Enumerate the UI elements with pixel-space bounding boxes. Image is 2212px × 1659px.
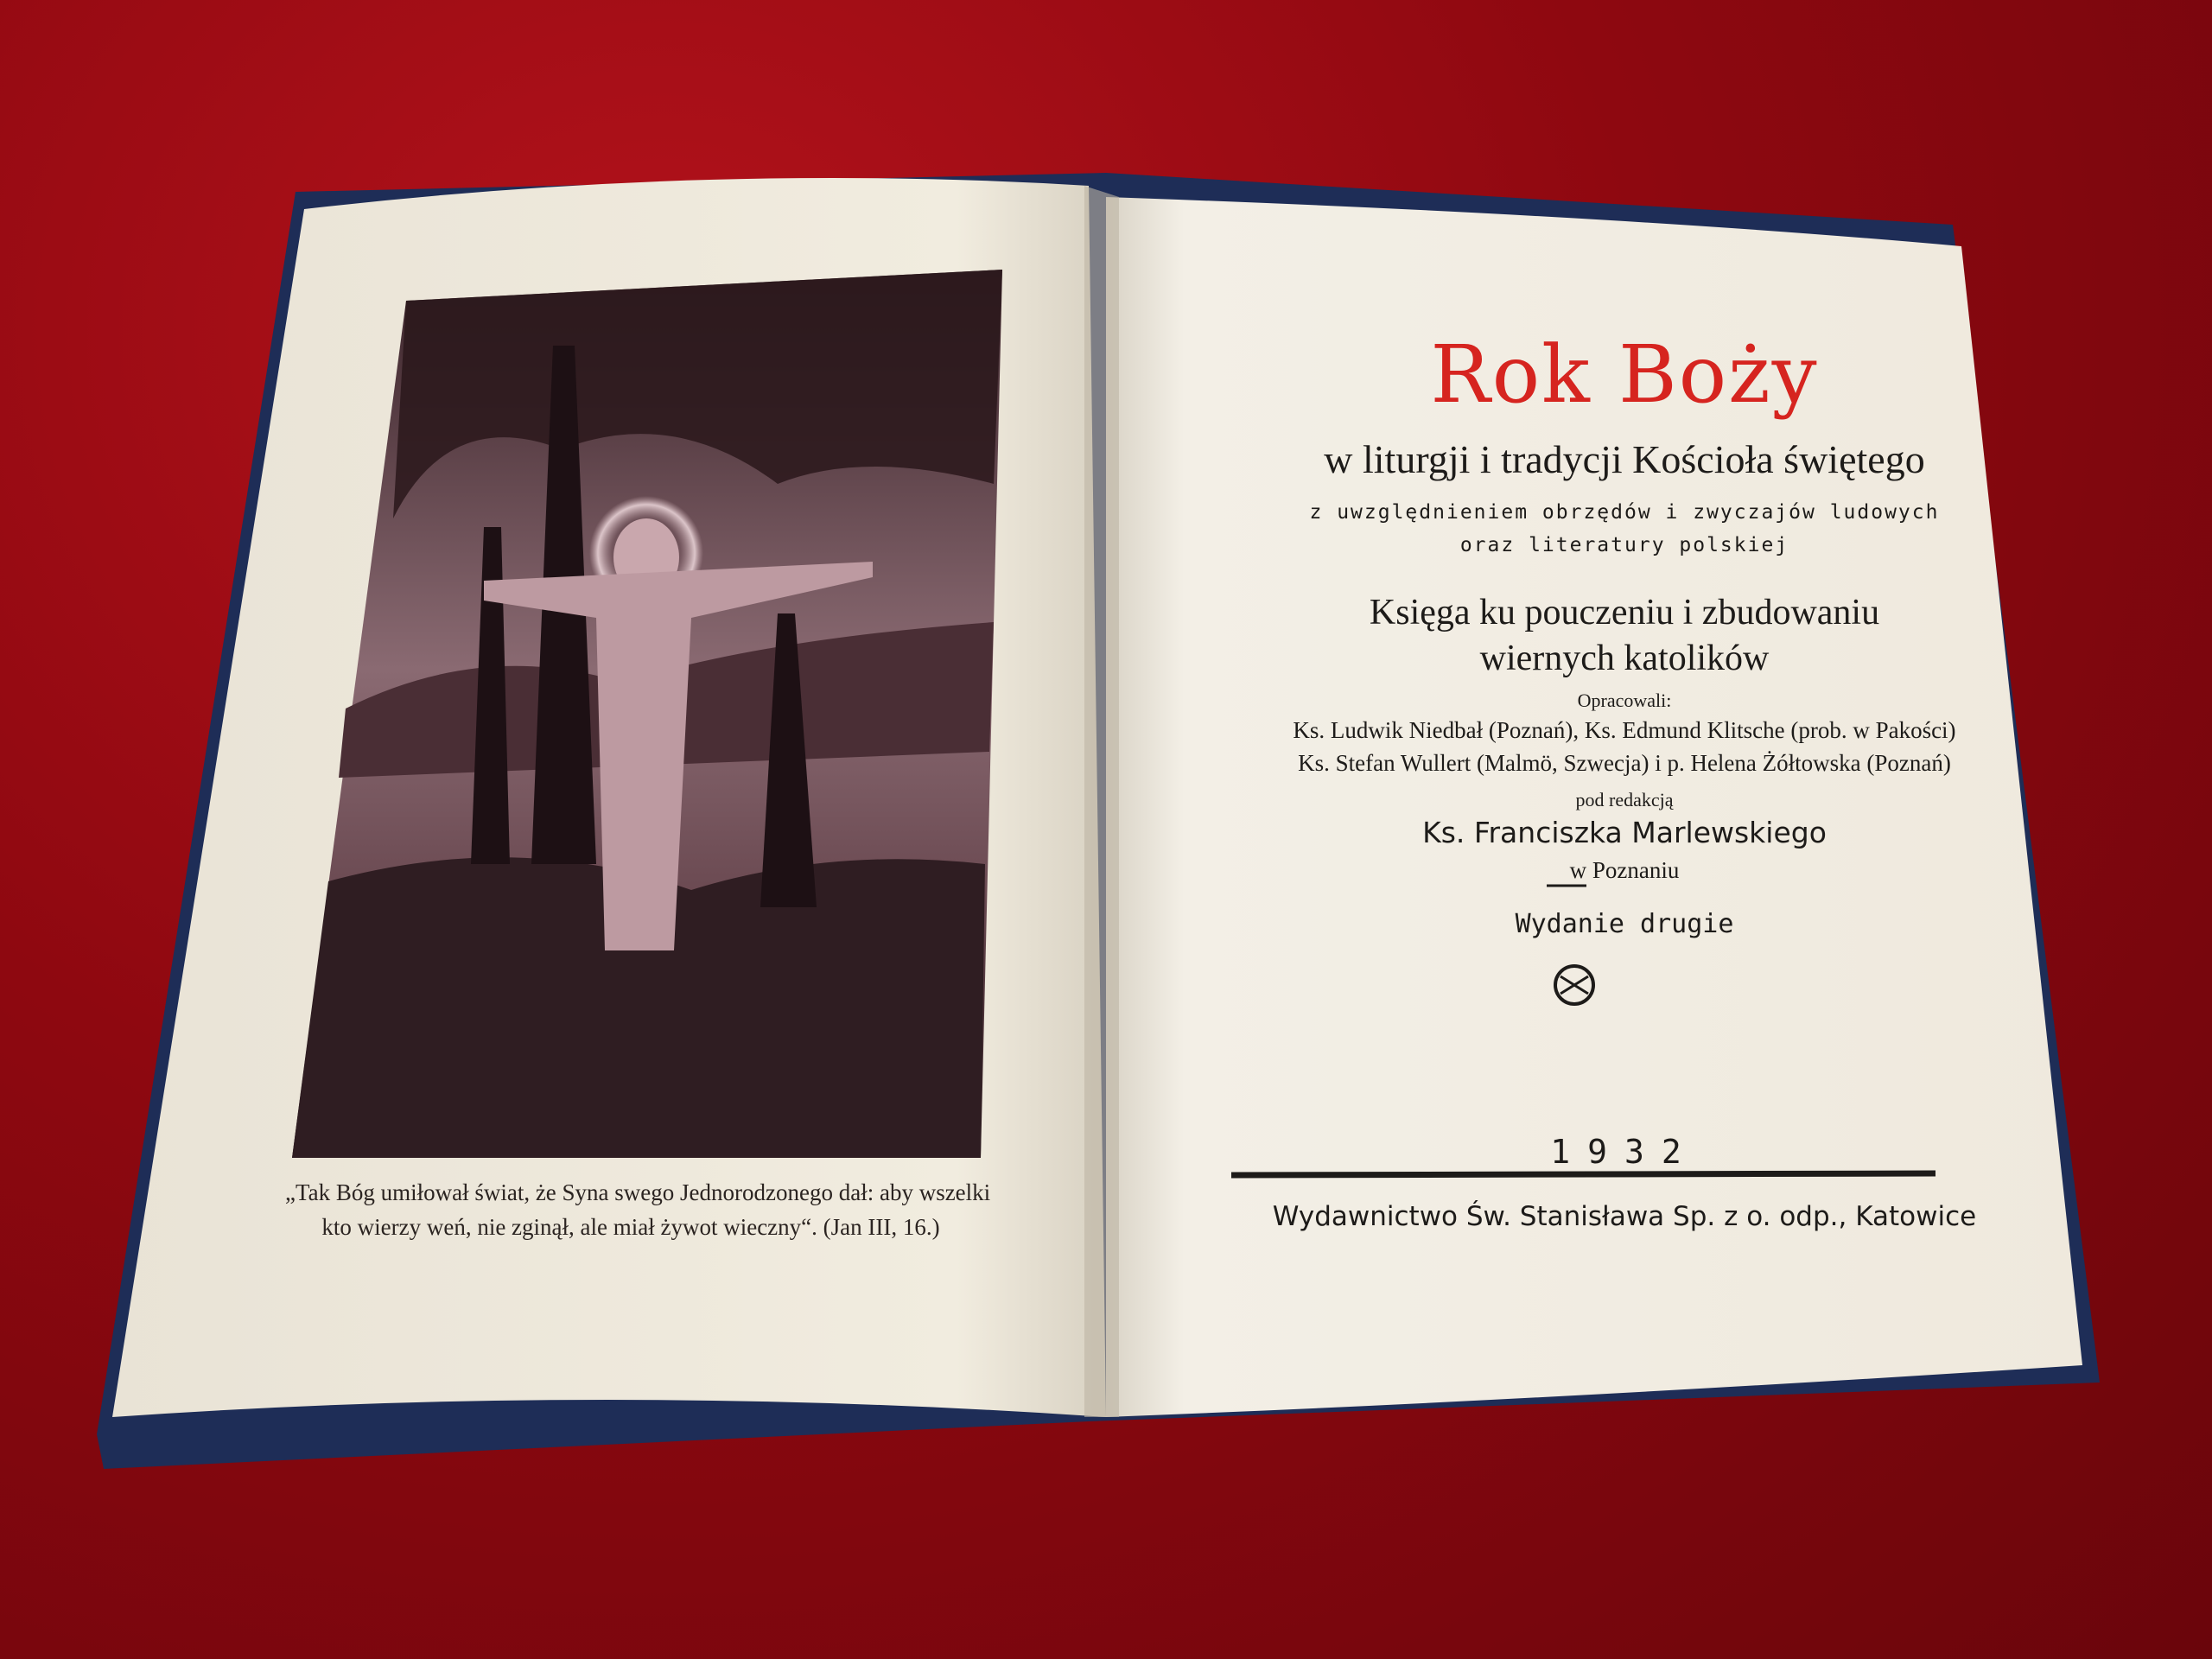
purpose-line-1: Księga ku pouczeniu i zbudowaniu: [1369, 593, 1880, 632]
book-title: Rok Boży: [1430, 328, 1819, 421]
publisher-line: Wydawnictwo Św. Stanisława Sp. z o. odp., Katowice: [1272, 1201, 1977, 1232]
subtitle-line-2: oraz literatury polskiej: [1459, 534, 1789, 556]
editor-label: pod redakcją: [1575, 789, 1674, 810]
editor-name: Ks. Franciszka Marlewskiego: [1422, 816, 1827, 849]
caption-line-2: kto wierzy weń, nie zginął, ale miał żywot wieczny“. (Jan III, 16.): [321, 1214, 940, 1240]
purpose-line-2: wiernych katolików: [1479, 639, 1770, 678]
subtitle-line-1: z uwzględnieniem obrzędów i zwyczajów ludowych: [1309, 501, 1940, 524]
publication-year: 1932: [1550, 1133, 1699, 1171]
editor-place: w Poznaniu: [1569, 857, 1680, 883]
authors-line-2: Ks. Stefan Wullert (Malmö, Szwecja) i p. Helena Żółtowska (Poznań): [1298, 750, 1951, 776]
authors-label: Opracowali:: [1577, 690, 1672, 711]
frontispiece-illustration: [292, 270, 1002, 1158]
book-subtitle: w liturgji i tradycji Kościoła świętego: [1324, 437, 1925, 481]
illustration-caption: [285, 1175, 991, 1244]
title-page-text: [1106, 173, 2143, 1382]
caption-line-1: „Tak Bóg umiłował świat, że Syna swego Jednorodzonego dał: aby wszelki: [285, 1179, 991, 1205]
authors-line-1: Ks. Ludwik Niedbał (Poznań), Ks. Edmund Klitsche (prob. w Pakości): [1293, 717, 1956, 743]
edition-label: Wydanie drugie: [1515, 909, 1734, 939]
